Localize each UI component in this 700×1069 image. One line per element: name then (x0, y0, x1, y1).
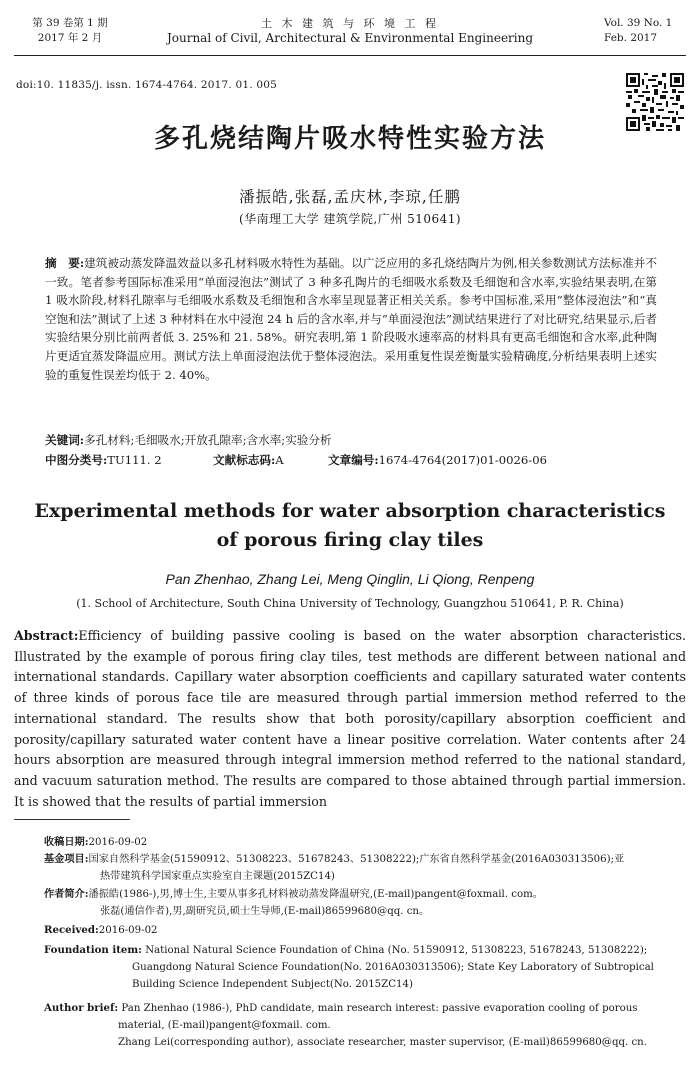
abstract-en (14, 626, 686, 812)
header-rule (14, 55, 686, 56)
footnote-fund-cn (44, 851, 690, 885)
received-cn-label: 收稿日期: (44, 836, 89, 848)
authors-en: Pan Zhenhao, Zhang Lei, Meng Qinglin, Li Qiong, Renpeng (165, 571, 535, 587)
keywords-cn-text: 多孔材料;毛细吸水;开放孔隙率;含水率;实验分析 (84, 433, 332, 447)
footnote-fund-en (44, 942, 690, 993)
author-cn-line2: 张磊(通信作者),男,副研究员,硕士生导师,(E-mail)86599680@qq. cn。 (100, 906, 430, 917)
received-en-value: 2016-09-02 (98, 925, 158, 936)
journal-name (149, 16, 551, 46)
doc-code-label: 文献标志码: (213, 453, 276, 467)
volume-issue-en: Vol. 39 No. 1 (604, 17, 673, 29)
issue-info-cn (14, 16, 126, 46)
authors-cn: 潘振皓,张磊,孟庆林,李琼,任鹏 (239, 188, 461, 206)
fund-cn-line1: 国家自然科学基金(51590912、51308223、51678243、51308222);广东省自然科学基金(2016A030313506);亚 (88, 854, 625, 865)
keywords-cn-label: 关键词: (45, 433, 85, 447)
article-number-label: 文章编号: (328, 453, 379, 467)
author-en-line1: Pan Zhenhao (1986-), PhD candidate, main research interest: passive evaporation cooling of porous (121, 1003, 638, 1014)
clc-label: 中图分类号: (45, 453, 108, 467)
title-en-line2: of porous firing clay tiles (216, 529, 484, 551)
footnote-received-cn (44, 834, 690, 851)
received-en-label: Received: (44, 924, 99, 936)
volume-issue-cn: 第 39 卷第 1 期 (32, 17, 108, 29)
fund-cn-line2: 热带建筑科学国家重点实验室自主课题(2015ZC14) (100, 871, 335, 882)
document-code (213, 452, 284, 468)
running-header (14, 16, 686, 54)
footnote-author-cn (44, 886, 690, 920)
abstract-cn-label: 摘 要: (45, 256, 85, 270)
affiliation-cn: (华南理工大学 建筑学院,广州 510641) (238, 212, 462, 226)
received-cn-value: 2016-09-02 (88, 837, 148, 848)
clc-number (45, 452, 162, 468)
affiliation-en: (1. School of Architecture, South China University of Technology, Guangzhou 510641, P. R. China) (76, 597, 624, 610)
article-number-value: 1674-4764(2017)01-0026-06 (378, 453, 547, 467)
author-cn-label: 作者简介: (44, 888, 89, 900)
author-en-label: Author brief: (44, 1002, 119, 1014)
journal-name-en: Journal of Civil, Architectural & Environmental Engineering (166, 31, 534, 45)
footnote-author-en (44, 1000, 690, 1051)
fund-en-line3: Building Science Independent Subject(No. 2015ZC14) (132, 979, 413, 990)
clc-value: TU111. 2 (107, 453, 162, 467)
fund-en-label: Foundation item: (44, 944, 142, 956)
doc-code-value: A (275, 453, 284, 467)
footnote-rule (14, 819, 130, 820)
title-en-line1: Experimental methods for water absorption characteristics (34, 500, 666, 522)
doi: doi:10. 11835/j. issn. 1674-4764. 2017. 01. 005 (16, 79, 277, 91)
journal-name-cn: 土 木 建 筑 与 环 境 工 程 (261, 17, 439, 30)
article-title-cn: 多孔烧结陶片吸水特性实验方法 (153, 124, 546, 154)
footnote-received-en (44, 922, 690, 939)
date-cn: 2017 年 2 月 (37, 32, 103, 44)
issue-info-en (604, 16, 686, 46)
abstract-en-text: Efficiency of building passive cooling is based on the water absorption characteristics. Illustrated by the example of porous firing clay tiles, test methods are different between national and international standards. Capillary water absorption coefficients and capillary saturated water contents of three kinds of porous face tile are measured through partial immersion method referred to the international standard. The results show that both porosity/capillary absorption coefficient and porosity/capillary saturated water content have a linear positive correlation. Water contents after 24 hours absorption are measured through integral immersion method referred to the national standard, and vacuum saturation method. The results are compared to those abtained through partial immersion. It is showed that the results of partial immersion (14, 628, 686, 809)
article-number (328, 452, 547, 468)
author-en-line2: material, (E-mail)pangent@foxmail. com. (118, 1020, 331, 1031)
date-en: Feb. 2017 (604, 32, 658, 44)
fund-cn-label: 基金项目: (44, 853, 89, 865)
abstract-cn-text: 建筑被动蒸发降温效益以多孔材料吸水特性为基础。以广泛应用的多孔烧结陶片为例,相关参数测试方法标准并不一致。笔者参考国际标准采用“单面浸泡法”测试了 3 种多孔陶片的毛细吸水系数及毛细饱和含水率,实验结果表明,在第 1 吸水阶段,材料孔隙率与毛细吸水系数及毛细饱和含水率呈现显著正相关关系。参考中国标准,采用“整体浸泡法”和“真空饱和法”测试了上述 3 种材料在水中浸泡 24 h 后的含水率,并与“单面浸泡法”测试结果进行了对比研究,结果显示,后者实验结果分别比前两者低 3. 25%和 21. 58%。研究表明,第 1 阶段吸水速率高的材料具有更高毛细饱和含水率,此种陶片更适宜蒸发降温应用。测试方法上单面浸泡法优于整体浸泡法。采用重复性误差衡量实验精确度,分析结果表明上述实验的重复性误差均低于 2. 40%。 (45, 256, 657, 382)
author-cn-line1: 潘振皓(1986-),男,博士生,主要从事多孔材料被动蒸发降温研究,(E-mail)pangent@foxmail. com。 (88, 889, 543, 900)
abstract-en-label: Abstract: (14, 628, 79, 643)
keywords-cn (45, 432, 657, 448)
fund-en-line2: Guangdong Natural Science Foundation(No. 2016A030313506); State Key Laboratory of Subtropical (132, 962, 654, 973)
author-en-line3: Zhang Lei(corresponding author), associate researcher, master supervisor, (E-mail)86599680@qq. cn. (118, 1037, 647, 1048)
fund-en-line1: National Natural Science Foundation of China (No. 51590912, 51308223, 51678243, 51308222); (145, 945, 648, 956)
article-title-en (0, 497, 700, 555)
abstract-cn (45, 254, 657, 384)
